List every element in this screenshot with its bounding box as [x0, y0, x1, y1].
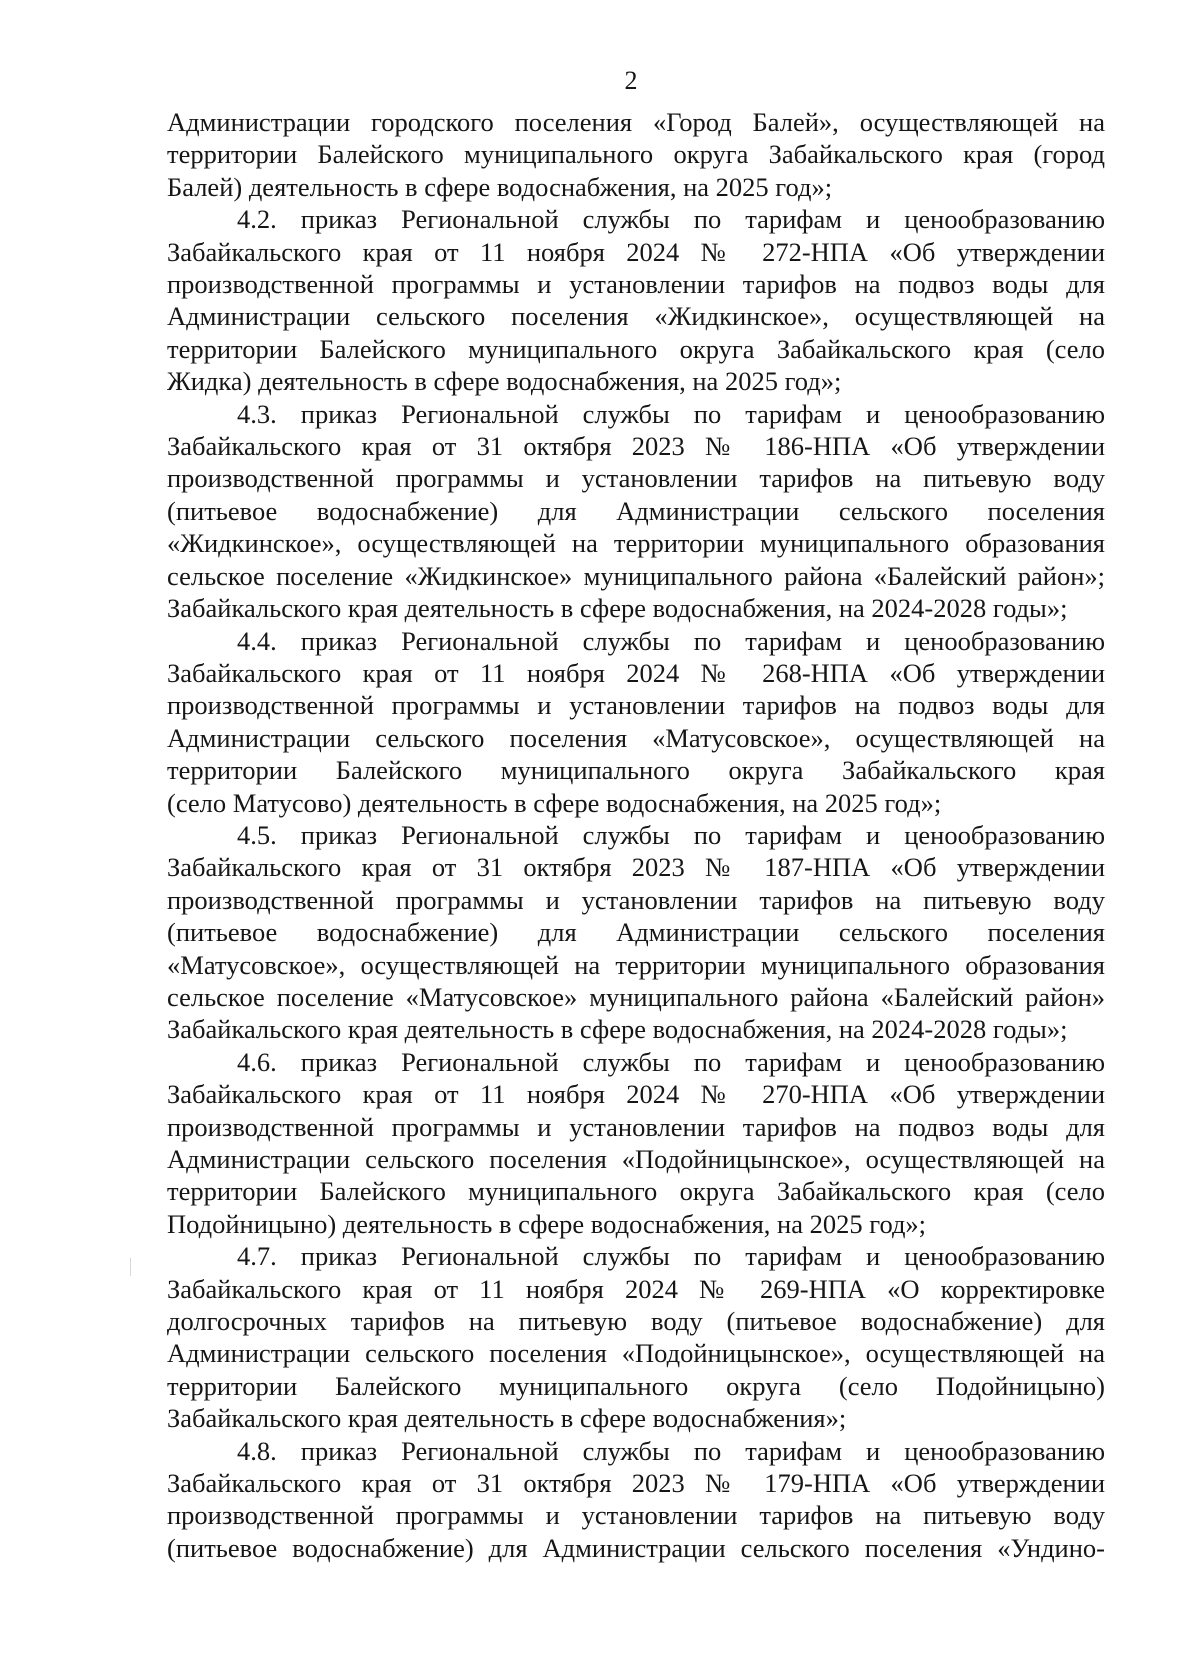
text-line: территории Балейского муниципального округа (село Подойницыно)	[167, 1370, 1105, 1401]
page-number: 2	[624, 66, 638, 95]
text-line: «Жидкинское», осуществляющей на территории муниципального образования	[167, 528, 1105, 559]
scan-margin-mark	[130, 1258, 131, 1276]
paragraph-4-8	[167, 1435, 1105, 1565]
text-line: «Матусовское», осуществляющей на территории муниципального образования	[167, 949, 1105, 980]
text-line: Забайкальского края от 31 октября 2023 № 187-НПА «Об утверждении	[167, 852, 1105, 883]
text-line: 4.3. приказ Региональной службы по тарифам и ценообразованию	[237, 398, 1105, 429]
text-line: 4.8. приказ Региональной службы по тарифам и ценообразованию	[237, 1435, 1105, 1466]
text-line: производственной программы и установлении тарифов на подвоз воды для	[167, 269, 1105, 300]
text-line: Забайкальского края от 31 октября 2023 № 186-НПА «Об утверждении	[167, 431, 1105, 462]
text-line: территории Балейского муниципального округа Забайкальского края	[167, 755, 1105, 786]
text-line: Администрации сельского поселения «Жидкинское», осуществляющей на	[167, 301, 1105, 332]
text-line: Забайкальского края от 11 ноября 2024 № 270-НПА «Об утверждении	[167, 1079, 1105, 1110]
text-line: производственной программы и установлении тарифов на подвоз воды для	[167, 1111, 1105, 1142]
text-line: Администрации сельского поселения «Подойницынское», осуществляющей на	[167, 1144, 1105, 1174]
text-line: Администрации городского поселения «Город Балей», осуществляющей на	[167, 107, 1105, 137]
text-line: 4.2. приказ Региональной службы по тарифам и ценообразованию	[237, 204, 1105, 235]
text-line: Забайкальского края от 11 ноября 2024 № 272-НПА «Об утверждении	[167, 236, 1105, 267]
text-line: Администрации сельского поселения «Матусовское», осуществляющей на	[167, 722, 1105, 753]
text-line: 4.6. приказ Региональной службы по тарифам и ценообразованию	[237, 1046, 1105, 1077]
text-line: (питьевое водоснабжение) для Администрации сельского поселения	[167, 495, 1105, 526]
text-line: производственной программы и установлении тарифов на питьевую воду	[167, 1500, 1105, 1531]
text-line: Забайкальского края от 11 ноября 2024 № 269-НПА «О корректировке	[167, 1273, 1105, 1304]
text-line: долгосрочных тарифов на питьевую воду (питьевое водоснабжение) для	[167, 1306, 1105, 1337]
paragraph-4-3	[167, 398, 1105, 625]
text-line: сельское поселение «Жидкинское» муниципального района «Балейский район»;	[167, 560, 1105, 591]
text-line: 4.7. приказ Региональной службы по тарифам и ценообразованию	[237, 1241, 1105, 1272]
paragraph-4-4	[167, 625, 1105, 819]
text-line: производственной программы и установлении тарифов на подвоз воды для	[167, 690, 1105, 721]
text-line: сельское поселение «Матусовское» муниципального района «Балейский район»	[167, 981, 1105, 1012]
text-line: Забайкальского края деятельность в сфере водоснабжения, на 2024-2028 годы»;	[167, 1014, 1068, 1045]
text-line: производственной программы и установлении тарифов на питьевую воду	[167, 884, 1105, 915]
text-line: Подойницыно) деятельность в сфере водоснабжения, на 2025 год»;	[167, 1208, 927, 1239]
paragraph-continuation	[167, 106, 1105, 203]
paragraph-4-7	[167, 1240, 1105, 1434]
text-line: Забайкальского края деятельность в сфере водоснабжения»;	[167, 1403, 847, 1434]
text-line: (питьевое водоснабжение) для Администрации сельского поселения	[167, 917, 1105, 948]
text-line: (село Матусово) деятельность в сфере водоснабжения, на 2025 год»;	[167, 787, 942, 818]
document-body	[167, 106, 1105, 1564]
text-line: (питьевое водоснабжение) для Администрации сельского поселения «Ундино-	[167, 1532, 1105, 1563]
text-line: Жидка) деятельность в сфере водоснабжения, на 2025 год»;	[167, 366, 842, 397]
text-line: Балей) деятельность в сфере водоснабжения, на 2025 год»;	[167, 171, 833, 202]
text-line: Забайкальского края от 11 ноября 2024 № 268-НПА «Об утверждении	[167, 657, 1105, 688]
text-line: территории Балейского муниципального округа Забайкальского края (село	[167, 333, 1105, 364]
text-line: 4.4. приказ Региональной службы по тарифам и ценообразованию	[237, 625, 1105, 656]
text-line: производственной программы и установлении тарифов на питьевую воду	[167, 463, 1105, 494]
paragraph-4-5	[167, 819, 1105, 1046]
text-line: территории Балейского муниципального округа Забайкальского края (село	[167, 1176, 1105, 1207]
text-line: территории Балейского муниципального округа Забайкальского края (город	[167, 139, 1105, 170]
paragraph-4-6	[167, 1046, 1105, 1240]
text-line: 4.5. приказ Региональной службы по тарифам и ценообразованию	[237, 819, 1105, 850]
text-line: Забайкальского края деятельность в сфере водоснабжения, на 2024-2028 годы»;	[167, 593, 1068, 624]
paragraph-4-2	[167, 203, 1105, 397]
text-line: Администрации сельского поселения «Подойницынское», осуществляющей на	[167, 1338, 1105, 1369]
text-line: Забайкальского края от 31 октября 2023 № 179-НПА «Об утверждении	[167, 1468, 1105, 1499]
